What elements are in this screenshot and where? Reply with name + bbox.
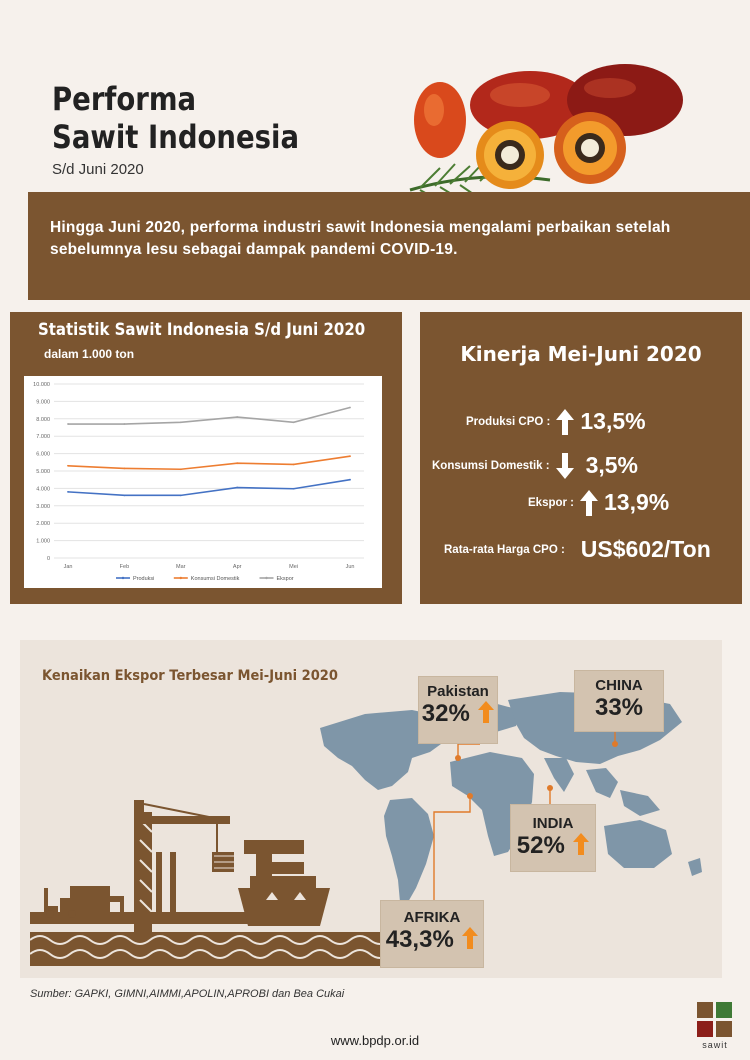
arrow-up-icon [462,927,478,954]
title-line-1: Performa [52,80,197,118]
chart-data-point [236,462,238,464]
sea-waves-icon [30,932,390,966]
chart-legend-label: Ekspor [276,576,294,582]
kinerja-price-label: Rata-rata Harga CPO : [444,543,565,556]
chart-legend-marker [180,577,182,579]
chart-y-tick-label: 6.000 [36,451,50,458]
country-box-pakistan [418,676,498,744]
title-line-2: Sawit Indonesia [52,118,300,156]
line-chart [24,376,382,588]
chart-data-point [67,465,69,467]
chart-data-point [349,407,351,409]
kinerja-label: Produksi CPO : [466,415,551,428]
chart-legend-marker [265,577,267,579]
chart-legend-marker [122,577,124,579]
stats-panel [10,312,402,604]
kinerja-label: Konsumsi Domestik : [432,459,550,472]
chart-legend-label: Produksi [133,576,155,582]
chart-data-point [67,491,69,493]
chart-data-point [67,423,69,425]
country-name: INDIA [532,815,574,832]
chart-data-point [349,455,351,457]
chart-x-tick-label: Mei [289,564,299,570]
chart-series-line [68,407,350,424]
country-box-india [510,804,596,872]
page-subtitle: S/d Juni 2020 [52,161,144,178]
chart-data-point [293,463,295,465]
arrow-up-icon [573,833,589,860]
kinerja-value: 13,5% [580,408,646,434]
chart-y-tick-label: 0 [46,556,50,562]
chart-legend-label: Konsumsi Domestik [190,576,240,582]
chart-y-tick-label: 5.000 [36,469,50,475]
country-name: Pakistan [427,683,489,700]
chart-data-point [180,421,182,423]
chart-y-tick-label: 9.000 [36,399,50,406]
export-section [20,640,722,978]
chart-y-tick-label: 4.000 [36,486,50,493]
line-chart-container [24,376,382,588]
sawit-logo [694,1000,736,1052]
source-citation: Sumber: GAPKI, GIMNI,AIMMI,APOLIN,APROBI dan Bea Cukai [30,988,345,1000]
chart-data-point [180,494,182,496]
kinerja-row-konsumsi [432,452,638,479]
chart-data-point [293,421,295,423]
logo-text: sawit [702,1040,728,1050]
cargo-ship-icon [238,840,330,926]
stats-panel-unit: dalam 1.000 ton [44,347,135,361]
kinerja-label: Ekspor : [528,496,575,509]
chart-data-point [236,487,238,489]
footer-url: www.bpdp.or.id [330,1033,420,1048]
arrow-down-icon [556,453,574,479]
country-name: AFRIKA [403,909,461,926]
country-value: 52% [516,832,565,859]
chart-data-point [124,423,126,425]
palm-fruit-illustration [400,60,700,200]
intro-text: Hingga Juni 2020, performa industri sawit Indonesia mengalami perbaikan setelah sebelumnya lesu sebagai dampak pandemi COVID-19. [50,219,671,258]
chart-y-tick-label: 8.000 [36,416,50,423]
kinerja-panel [420,312,742,604]
chart-x-tick-label: Mar [176,564,186,570]
kinerja-row-harga [444,536,711,563]
chart-data-point [236,416,238,418]
country-name: CHINA [595,677,643,694]
chart-x-tick-label: Jan [63,564,73,570]
chart-y-tick-label: 7.000 [36,434,50,441]
kinerja-title: Kinerja Mei-Juni 2020 [460,342,702,366]
page-title [52,80,299,156]
arrow-up-icon [580,490,598,516]
chart-data-point [180,468,182,470]
intro-banner [28,192,750,300]
kinerja-price-value: US$602/Ton [580,536,711,562]
kinerja-value: 3,5% [585,452,639,478]
chart-x-tick-label: Jun [345,564,355,570]
export-section-title: Kenaikan Ekspor Terbesar Mei-Juni 2020 [42,668,338,684]
kinerja-row-produksi [466,408,646,435]
chart-data-point [349,479,351,481]
chart-y-tick-label: 10.000 [33,382,50,388]
arrow-up-icon [478,701,494,728]
chart-series-line [68,480,350,496]
chart-data-point [124,467,126,469]
stats-panel-title: Statistik Sawit Indonesia S/d Juni 2020 [38,320,366,340]
chart-y-tick-label: 1.000 [36,538,50,545]
chart-y-tick-label: 2.000 [36,521,50,528]
chart-x-tick-label: Feb [119,564,130,570]
chart-data-point [293,488,295,490]
port-crane-icon [30,800,280,932]
chart-data-point [124,494,126,496]
arrow-up-icon [556,409,574,435]
chart-x-tick-label: Apr [232,564,242,570]
country-value: 43,3% [385,926,454,953]
kinerja-row-ekspor [528,489,669,516]
country-value: 32% [421,700,470,727]
country-box-china [574,670,664,732]
country-value: 33% [594,694,644,721]
chart-series-line [68,456,350,469]
chart-y-tick-label: 3.000 [36,503,50,510]
country-box-afrika [380,900,484,968]
kinerja-value: 13,9% [604,489,670,515]
